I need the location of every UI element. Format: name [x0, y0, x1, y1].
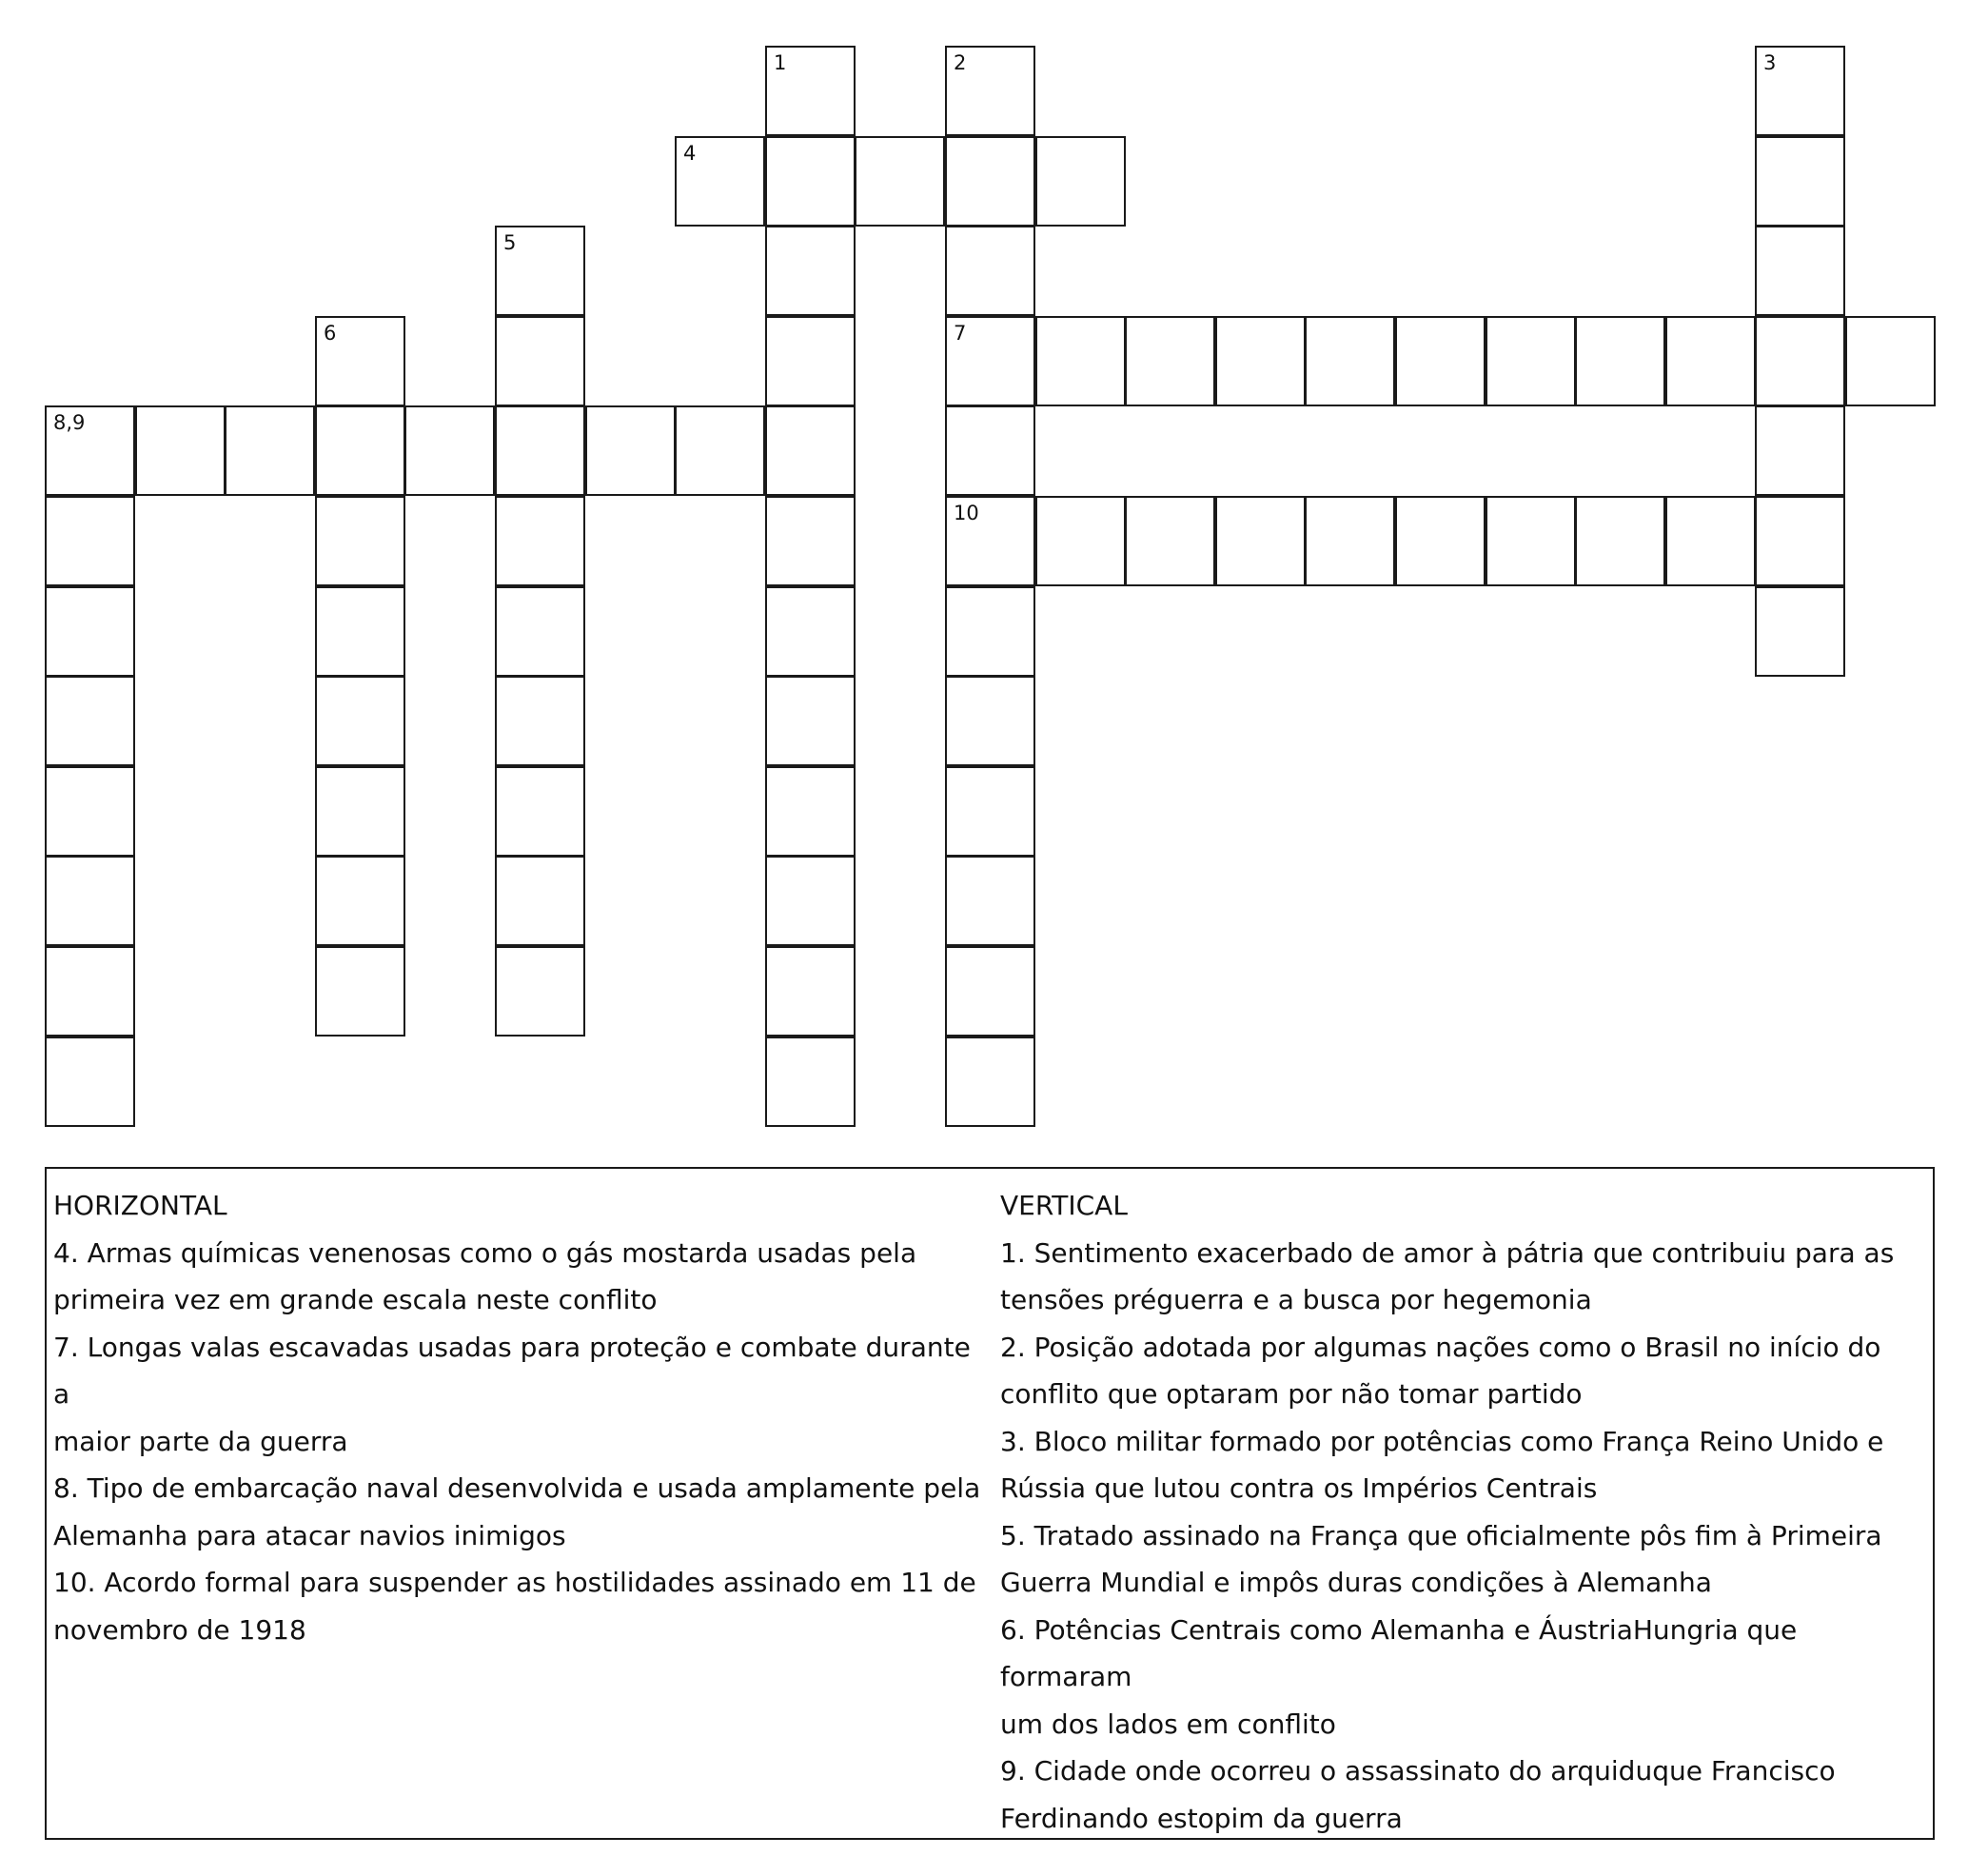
crossword-cell[interactable]: [495, 226, 585, 316]
crossword-cell[interactable]: [495, 586, 585, 677]
crossword-cell[interactable]: [1665, 496, 1756, 586]
crossword-cell[interactable]: [45, 586, 135, 677]
crossword-cell[interactable]: [1486, 496, 1576, 586]
crossword-cell[interactable]: [1755, 316, 1845, 406]
vertical-clue-line: 9. Cidade onde ocorreu o assassinato do arquiduque Francisco: [1000, 1755, 1836, 1787]
crossword-cell[interactable]: [495, 316, 585, 406]
crossword-cell[interactable]: [855, 136, 945, 227]
vertical-clue-line: Guerra Mundial e impôs duras condições à Alemanha: [1000, 1567, 1712, 1598]
crossword-cell[interactable]: [765, 136, 856, 227]
crossword-cell[interactable]: [315, 856, 405, 946]
crossword-cell[interactable]: [765, 946, 856, 1037]
vertical-clue-line: 3. Bloco militar formado por potências como França Reino Unido e: [1000, 1425, 1884, 1457]
crossword-cell[interactable]: [765, 316, 856, 406]
crossword-cell[interactable]: [1035, 316, 1126, 406]
crossword-cell[interactable]: [1845, 316, 1936, 406]
clue-number: 7: [954, 322, 967, 345]
vertical-clue-line: 1. Sentimento exacerbado de amor à pátria que contribuiu para as: [1000, 1236, 1895, 1269]
crossword-cell[interactable]: [675, 136, 765, 227]
vertical-clue-line: Rússia que lutou contra os Impérios Centrais: [1000, 1472, 1598, 1504]
crossword-cell[interactable]: [945, 405, 1035, 496]
crossword-cell[interactable]: [765, 586, 856, 677]
vertical-clue-line: um dos lados em conflito: [1000, 1708, 1336, 1740]
crossword-cell[interactable]: [1665, 316, 1756, 406]
crossword-cell[interactable]: [765, 1037, 856, 1127]
crossword-cell[interactable]: [1305, 316, 1395, 406]
vertical-title: VERTICAL: [1000, 1190, 1128, 1221]
crossword-cell[interactable]: [1486, 316, 1576, 406]
crossword-cell[interactable]: [945, 226, 1035, 316]
crossword-cell[interactable]: [765, 46, 856, 136]
crossword-cell[interactable]: [1755, 496, 1845, 586]
horizontal-clue-line: 7. Longas valas escavadas usadas para proteção e combate durante a: [53, 1331, 971, 1410]
crossword-cell[interactable]: [1215, 316, 1306, 406]
crossword-cell[interactable]: [315, 405, 405, 496]
clue-number: 2: [954, 51, 967, 74]
crossword-cell[interactable]: [315, 766, 405, 857]
horizontal-title: HORIZONTAL: [53, 1190, 227, 1221]
crossword-cell[interactable]: [585, 405, 676, 496]
crossword-cell[interactable]: [45, 676, 135, 766]
crossword-cell[interactable]: [45, 405, 135, 496]
crossword-cell[interactable]: [135, 405, 226, 496]
vertical-clues: [1000, 1182, 1928, 1842]
crossword-cell[interactable]: [945, 316, 1035, 406]
clues-panel: [45, 1167, 1935, 1840]
vertical-clue-line: 5. Tratado assinado na França que oficialmente pôs fim à Primeira: [1000, 1519, 1882, 1551]
clue-number: 1: [774, 51, 787, 74]
crossword-cell[interactable]: [1395, 316, 1486, 406]
crossword-cell[interactable]: [765, 856, 856, 946]
crossword-cell[interactable]: [945, 136, 1035, 227]
crossword-cell[interactable]: [1215, 496, 1306, 586]
crossword-cell[interactable]: [495, 676, 585, 766]
horizontal-clue-line: 8. Tipo de embarcação naval desenvolvida e usada amplamente pela: [53, 1472, 981, 1504]
crossword-cell[interactable]: [1755, 405, 1845, 496]
horizontal-clue-line: novembro de 1918: [53, 1613, 306, 1646]
crossword-cell[interactable]: [765, 226, 856, 316]
crossword-cell[interactable]: [495, 856, 585, 946]
clue-number: 3: [1763, 51, 1777, 74]
crossword-cell[interactable]: [945, 496, 1035, 586]
crossword-cell[interactable]: [675, 405, 765, 496]
crossword-cell[interactable]: [945, 586, 1035, 677]
clue-number: 10: [954, 502, 979, 524]
clue-number: 4: [683, 142, 697, 165]
crossword-cell[interactable]: [315, 676, 405, 766]
crossword-cell[interactable]: [945, 856, 1035, 946]
vertical-clue-line: Ferdinando estopim da guerra: [1000, 1802, 1403, 1834]
horizontal-clue-line: Alemanha para atacar navios inimigos: [53, 1519, 566, 1551]
crossword-cell[interactable]: [945, 676, 1035, 766]
vertical-clue-line: tensões préguerra e a busca por hegemonia: [1000, 1284, 1592, 1315]
crossword-cell[interactable]: [1755, 586, 1845, 677]
clue-number: 5: [503, 231, 517, 254]
vertical-clue-line: 6. Potências Centrais como Alemanha e ÁustriaHungria que formaram: [1000, 1613, 1798, 1692]
vertical-clue-line: 2. Posição adotada por algumas nações como o Brasil no início do: [1000, 1331, 1881, 1363]
crossword-cell[interactable]: [495, 496, 585, 586]
crossword-cell[interactable]: [1305, 496, 1395, 586]
vertical-clue-line: conflito que optaram por não tomar partido: [1000, 1378, 1583, 1410]
clue-number: 8,9: [53, 411, 86, 434]
crossword-cell[interactable]: [765, 405, 856, 496]
crossword-cell[interactable]: [1575, 316, 1665, 406]
crossword-cell[interactable]: [315, 316, 405, 406]
crossword-cell[interactable]: [45, 856, 135, 946]
crossword-cell[interactable]: [945, 46, 1035, 136]
crossword-cell[interactable]: [1755, 226, 1845, 316]
horizontal-clue-line: primeira vez em grande escala neste conflito: [53, 1284, 658, 1315]
crossword-cell[interactable]: [1035, 136, 1126, 227]
crossword-cell[interactable]: [765, 496, 856, 586]
horizontal-clue-line: maior parte da guerra: [53, 1425, 348, 1457]
crossword-cell[interactable]: [1755, 46, 1845, 136]
crossword-cell[interactable]: [225, 405, 315, 496]
crossword-cell[interactable]: [495, 946, 585, 1037]
crossword-cell[interactable]: [315, 496, 405, 586]
clue-number: 6: [324, 322, 337, 345]
crossword-cell[interactable]: [495, 766, 585, 857]
crossword-cell[interactable]: [1395, 496, 1486, 586]
crossword-cell[interactable]: [945, 766, 1035, 857]
crossword-cell[interactable]: [1035, 496, 1126, 586]
horizontal-clues: [53, 1182, 991, 1653]
crossword-cell[interactable]: [315, 586, 405, 677]
crossword-cell[interactable]: [404, 405, 495, 496]
crossword-cell[interactable]: [45, 946, 135, 1037]
crossword-cell[interactable]: [45, 496, 135, 586]
horizontal-clue-line: 10. Acordo formal para suspender as hostilidades assinado em 11 de: [53, 1567, 976, 1598]
crossword-cell[interactable]: [315, 946, 405, 1037]
horizontal-clue-line: 4. Armas químicas venenosas como o gás mostarda usadas pela: [53, 1236, 917, 1269]
crossword-cell[interactable]: [1125, 496, 1215, 586]
crossword-cell[interactable]: [765, 766, 856, 857]
crossword-cell[interactable]: [1755, 136, 1845, 227]
crossword-cell[interactable]: [945, 946, 1035, 1037]
crossword-cell[interactable]: [45, 766, 135, 857]
crossword-cell[interactable]: [945, 1037, 1035, 1127]
crossword-cell[interactable]: [1125, 316, 1215, 406]
crossword-cell[interactable]: [765, 676, 856, 766]
crossword-cell[interactable]: [45, 1037, 135, 1127]
crossword-cell[interactable]: [495, 405, 585, 496]
crossword-cell[interactable]: [1575, 496, 1665, 586]
